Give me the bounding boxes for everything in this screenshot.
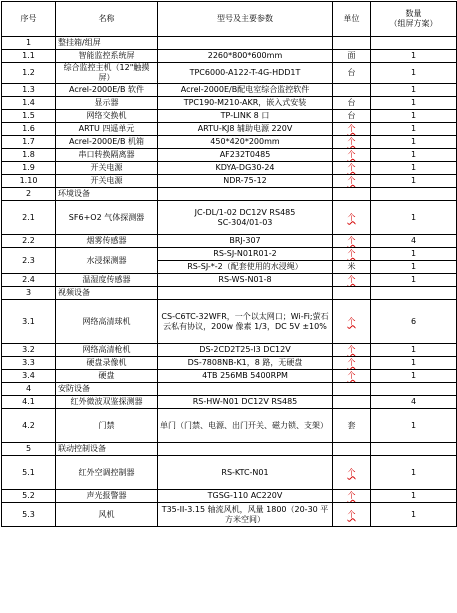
qty-cell: 1 (371, 248, 457, 261)
item-number: 4.1 (2, 396, 56, 409)
item-number: 1.8 (2, 149, 56, 162)
unit-cell (333, 443, 371, 456)
qty-cell: 6 (371, 300, 457, 344)
qty-cell: 1 (371, 201, 457, 235)
item-number: 5.2 (2, 490, 56, 503)
unit-cell (333, 84, 371, 97)
spec-cell (158, 287, 333, 300)
item-name: Acrel-2000E/B 软件 (56, 84, 158, 97)
qty-cell: 1 (371, 261, 457, 274)
equipment-table (1, 1, 457, 527)
table-row (2, 490, 457, 503)
item-name: 网络高清球机 (56, 300, 158, 344)
table-row (2, 344, 457, 357)
item-number: 1.1 (2, 50, 56, 63)
section-number: 1 (2, 37, 56, 50)
spec-cell: TPC6000-A122-T-4G-HDD1T (158, 63, 333, 84)
spec-cell: KDYA-DG30-24 (158, 162, 333, 175)
qty-cell: 1 (371, 162, 457, 175)
qty-cell: 4 (371, 396, 457, 409)
table-row (2, 149, 457, 162)
unit-cell (333, 396, 371, 409)
unit-cell (333, 188, 371, 201)
item-name: 显示器 (56, 97, 158, 110)
section-title: 环境设备 (56, 188, 158, 201)
item-name: 智能监控系统屏 (56, 50, 158, 63)
table-row (2, 162, 457, 175)
item-number: 5.3 (2, 503, 56, 527)
spec-cell: AF232T0485 (158, 149, 333, 162)
item-number: 3.4 (2, 370, 56, 383)
item-name: 硬盘 (56, 370, 158, 383)
qty-cell: 1 (371, 456, 457, 490)
header-cell-qty: 数量 （组屏方案） (371, 2, 457, 37)
table-row (2, 248, 457, 261)
unit-cell: 面 (333, 50, 371, 63)
item-name: 声光报警器 (56, 490, 158, 503)
unit-cell: 个 (333, 344, 371, 357)
spec-cell: RS-HW-N01 DC12V RS485 (158, 396, 333, 409)
table-row (2, 110, 457, 123)
section-title: 安防设备 (56, 383, 158, 396)
spec-cell: DS-2CD2T25-I3 DC12V (158, 344, 333, 357)
unit-cell: 米 (333, 261, 371, 274)
item-number: 1.5 (2, 110, 56, 123)
item-number: 2.1 (2, 201, 56, 235)
item-name: 网络高清枪机 (56, 344, 158, 357)
qty-cell: 1 (371, 490, 457, 503)
table-row (2, 300, 457, 344)
unit-cell (333, 287, 371, 300)
spec-cell: CS-C6TC-32WFR，一个以太网口；Wi-Fi;萤石云私有协议，200w 像素 1/3，DC 5V ±10% (158, 300, 333, 344)
header-cell-name: 名称 (56, 2, 158, 37)
item-number: 2.4 (2, 274, 56, 287)
table-row (2, 50, 457, 63)
spec-cell: TPC190-M210-AKR，嵌入式安装 (158, 97, 333, 110)
unit-cell (333, 383, 371, 396)
unit-cell: 个 (333, 136, 371, 149)
item-name: 网络交换机 (56, 110, 158, 123)
item-name: 开关电源 (56, 162, 158, 175)
spec-cell: RS-WS-N01-8 (158, 274, 333, 287)
qty-cell (371, 188, 457, 201)
spec-cell: ARTU-KJ8 辅助电源 220V (158, 123, 333, 136)
unit-cell: 个 (333, 248, 371, 261)
qty-cell: 1 (371, 175, 457, 188)
spec-cell: T35-II-3.15 轴流风机，风量 1800（20-30 平方米空间） (158, 503, 333, 527)
header-cell-spec: 型号及主要参数 (158, 2, 333, 37)
item-name: 水浸探测器 (56, 248, 158, 274)
item-number: 5.1 (2, 456, 56, 490)
qty-cell: 1 (371, 97, 457, 110)
table-row (2, 396, 457, 409)
item-name: 风机 (56, 503, 158, 527)
item-name: ARTU 四遥单元 (56, 123, 158, 136)
qty-cell: 1 (371, 344, 457, 357)
unit-cell: 个 (333, 503, 371, 527)
qty-cell: 1 (371, 136, 457, 149)
item-name: 红外微波双鉴探测器 (56, 396, 158, 409)
table-row (2, 136, 457, 149)
unit-cell: 个 (333, 357, 371, 370)
header-cell-no: 序号 (2, 2, 56, 37)
unit-cell: 个 (333, 370, 371, 383)
qty-cell: 1 (371, 503, 457, 527)
table-row (2, 201, 457, 235)
spec-cell: RS-KTC-N01 (158, 456, 333, 490)
section-row (2, 443, 457, 456)
unit-cell: 个 (333, 235, 371, 248)
item-number: 1.6 (2, 123, 56, 136)
spec-cell (158, 443, 333, 456)
qty-cell: 1 (371, 123, 457, 136)
qty-cell: 1 (371, 149, 457, 162)
section-number: 4 (2, 383, 56, 396)
equipment-table-body (2, 2, 457, 527)
unit-cell: 个 (333, 274, 371, 287)
table-row (2, 235, 457, 248)
item-number: 3.2 (2, 344, 56, 357)
section-title: 视频设备 (56, 287, 158, 300)
spec-cell: 单门（门禁、电源、出门开关、磁力锁、支架） (158, 409, 333, 443)
item-number: 2.2 (2, 235, 56, 248)
unit-cell: 台 (333, 63, 371, 84)
unit-cell: 台 (333, 97, 371, 110)
unit-cell: 台 (333, 110, 371, 123)
qty-cell: 1 (371, 110, 457, 123)
qty-cell (371, 37, 457, 50)
spec-cell: 4TB 256MB 5400RPM (158, 370, 333, 383)
unit-cell: 个 (333, 201, 371, 235)
header-row (2, 2, 457, 37)
unit-cell: 套 (333, 409, 371, 443)
qty-cell: 1 (371, 63, 457, 84)
qty-cell: 4 (371, 235, 457, 248)
qty-cell: 1 (371, 274, 457, 287)
item-name: 硬盘录像机 (56, 357, 158, 370)
table-row (2, 503, 457, 527)
qty-cell: 1 (371, 370, 457, 383)
table-row (2, 357, 457, 370)
table-row (2, 274, 457, 287)
item-name: 温湿度传感器 (56, 274, 158, 287)
unit-cell (333, 37, 371, 50)
table-row (2, 84, 457, 97)
section-title: 联动控制设备 (56, 443, 158, 456)
section-row (2, 383, 457, 396)
header-cell-unit: 单位 (333, 2, 371, 37)
spec-cell (158, 383, 333, 396)
item-name: 烟雾传感器 (56, 235, 158, 248)
table-row (2, 409, 457, 443)
item-number: 1.7 (2, 136, 56, 149)
item-name: SF6+O2 气体探测器 (56, 201, 158, 235)
item-number: 3.3 (2, 357, 56, 370)
spec-cell: TP-LINK 8 口 (158, 110, 333, 123)
spec-cell: BRJ-307 (158, 235, 333, 248)
table-row (2, 123, 457, 136)
item-number: 1.2 (2, 63, 56, 84)
qty-cell (371, 443, 457, 456)
item-number: 3.1 (2, 300, 56, 344)
section-number: 3 (2, 287, 56, 300)
item-name: 开关电源 (56, 175, 158, 188)
qty-cell (371, 383, 457, 396)
spec-cell: RS-SJ-*-2（配套使用的水浸绳） (158, 261, 333, 274)
qty-cell: 1 (371, 84, 457, 97)
spec-cell: NDR-75-12 (158, 175, 333, 188)
item-number: 1.3 (2, 84, 56, 97)
section-row (2, 188, 457, 201)
item-number: 1.4 (2, 97, 56, 110)
item-name: 红外空调控制器 (56, 456, 158, 490)
spec-cell (158, 37, 333, 50)
section-number: 2 (2, 188, 56, 201)
table-row (2, 63, 457, 84)
item-name: 串口转换隔离器 (56, 149, 158, 162)
spec-cell: Acrel-2000E/B配电室综合监控软件 (158, 84, 333, 97)
unit-cell: 个 (333, 456, 371, 490)
section-title: 整挂箱/组屏 (56, 37, 158, 50)
table-row (2, 175, 457, 188)
spec-cell: 450*420*200mm (158, 136, 333, 149)
qty-cell: 1 (371, 357, 457, 370)
spec-cell: JC-DL/1-02 DC12V RS485 SC-304/01-03 (158, 201, 333, 235)
spec-cell: 2260*800*600mm (158, 50, 333, 63)
item-number: 2.3 (2, 248, 56, 274)
item-number: 4.2 (2, 409, 56, 443)
qty-cell (371, 287, 457, 300)
section-row (2, 37, 457, 50)
qty-cell: 1 (371, 409, 457, 443)
item-number: 1.9 (2, 162, 56, 175)
unit-cell: 个 (333, 300, 371, 344)
section-number: 5 (2, 443, 56, 456)
unit-cell: 个 (333, 162, 371, 175)
item-name: 综合监控主机（12"触摸屏） (56, 63, 158, 84)
unit-cell: 个 (333, 149, 371, 162)
table-row (2, 456, 457, 490)
unit-cell: 个 (333, 490, 371, 503)
spec-cell: RS-SJ-N01R01-2 (158, 248, 333, 261)
spec-cell: TGSG-110 AC220V (158, 490, 333, 503)
item-number: 1.10 (2, 175, 56, 188)
item-name: Acrel-2000E/B 机箱 (56, 136, 158, 149)
unit-cell: 个 (333, 123, 371, 136)
item-name: 门禁 (56, 409, 158, 443)
table-row (2, 370, 457, 383)
table-row (2, 97, 457, 110)
spec-cell: DS-7808NB-K1，8 路，无硬盘 (158, 357, 333, 370)
section-row (2, 287, 457, 300)
qty-cell: 1 (371, 50, 457, 63)
unit-cell: 个 (333, 175, 371, 188)
spec-cell (158, 188, 333, 201)
